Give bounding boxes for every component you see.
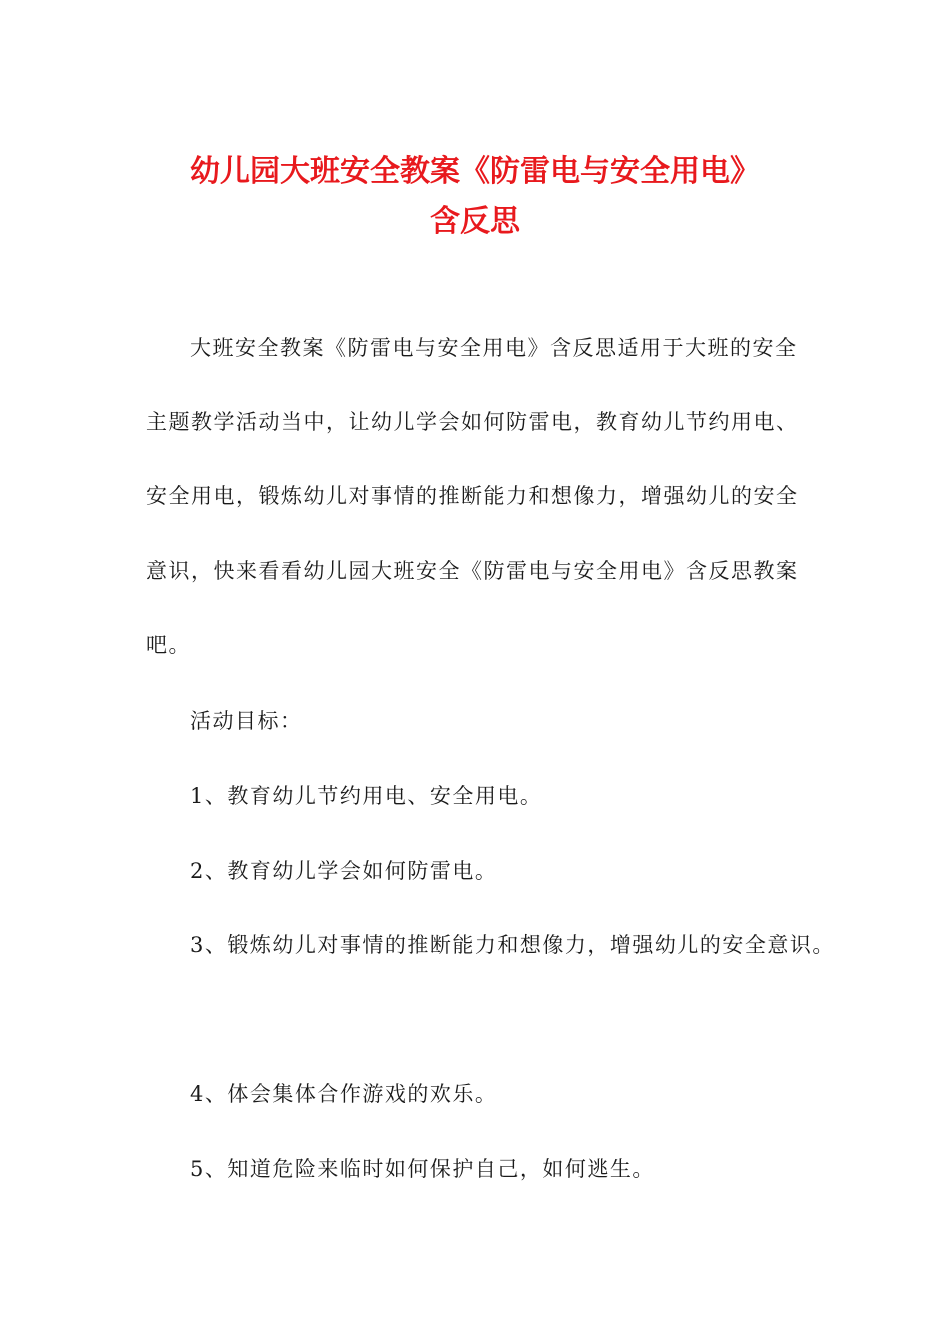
intro-line-1: 大班安全教案《防雷电与安全用电》含反思适用于大班的安全 [190,336,798,360]
document-title-line-2: 含反思 [430,204,520,239]
section-heading: 活动目标： [190,709,303,733]
goal-item-5: 5、知道危险来临时如何保护自己，如何逃生。 [190,1157,655,1181]
document-title-line-1: 幼儿园大班安全教案《防雷电与安全用电》 [190,154,760,189]
goal-item-4: 4、体会集体合作游戏的欢乐。 [190,1082,498,1106]
goal-item-3: 3、锻炼幼儿对事情的推断能力和想像力，增强幼儿的安全意识。 [190,933,835,957]
intro-line-4: 意识，快来看看幼儿园大班安全《防雷电与安全用电》含反思教案 [146,559,799,583]
goal-item-1: 1、教育幼儿节约用电、安全用电。 [190,784,543,808]
goal-item-2: 2、教育幼儿学会如何防雷电。 [190,859,498,883]
intro-line-3: 安全用电，锻炼幼儿对事情的推断能力和想像力，增强幼儿的安全 [146,484,799,508]
intro-line-2: 主题教学活动当中，让幼儿学会如何防雷电，教育幼儿节约用电、 [146,410,799,434]
intro-line-5: 吧。 [146,633,191,657]
